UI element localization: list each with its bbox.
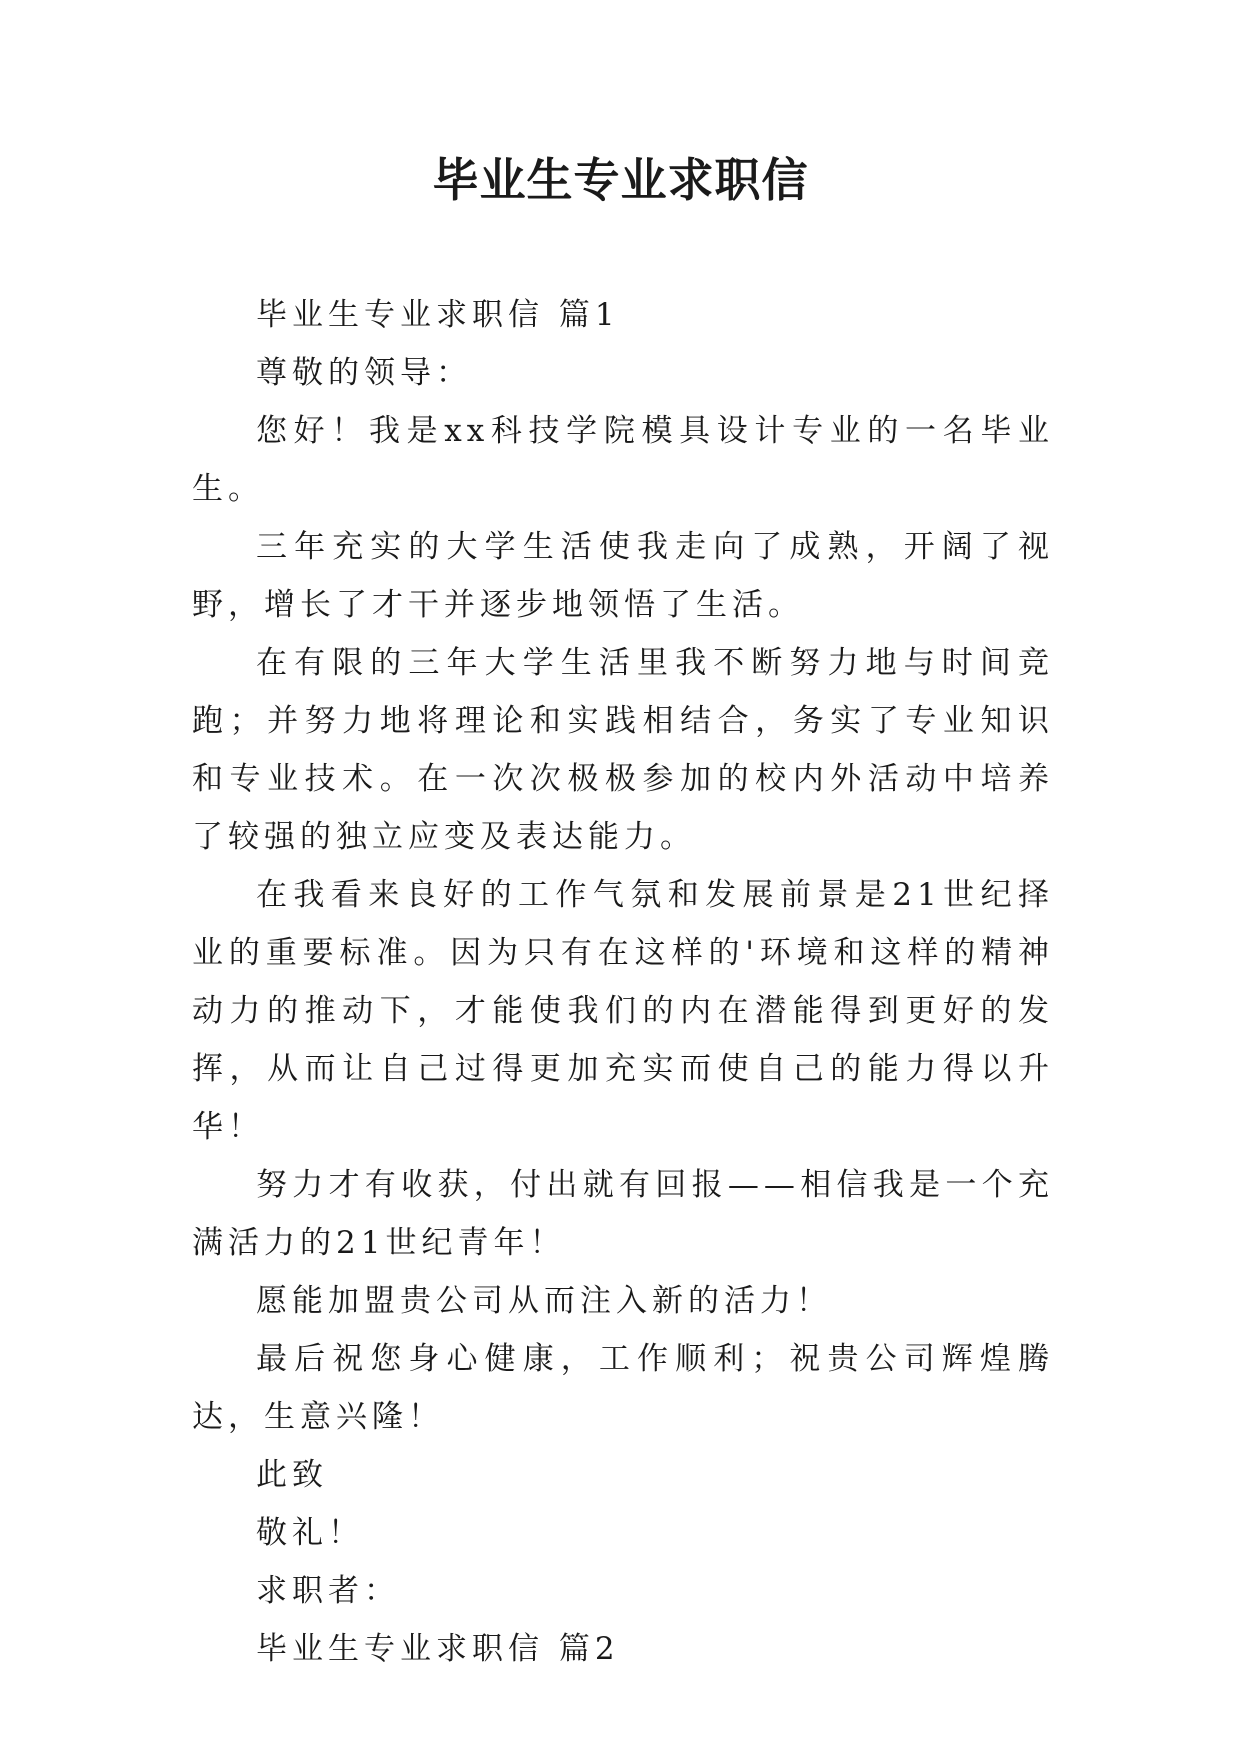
section-heading-2: 毕业生专业求职信 篇2 xyxy=(256,1631,620,1667)
paragraph-effort: 努力才有收获，付出就有回报——相信我是一个充满活力的21世纪青年！ xyxy=(192,1167,1054,1261)
closing-jingli: 敬礼！ xyxy=(256,1515,364,1551)
paragraph-career-view: 在我看来良好的工作气氛和发展前景是21世纪择业的重要标准。因为只有在这样的'环境和这样的精神动力的推动下，才能使我们的内在潜能得到更好的发挥，从而让自己过得更加充实而使自己的能力得以升华！ xyxy=(192,877,1054,1145)
paragraph-college-life: 三年充实的大学生活使我走向了成熟，开阔了视野，增长了才干并逐步地领悟了生活。 xyxy=(192,529,1054,623)
section-heading-1: 毕业生专业求职信 篇1 xyxy=(256,297,620,333)
paragraph-wish-join: 愿能加盟贵公司从而注入新的活力！ xyxy=(256,1283,832,1319)
document-title: 毕业生专业求职信 xyxy=(432,153,809,207)
signature-applicant: 求职者： xyxy=(256,1573,400,1609)
paragraph-blessing: 最后祝您身心健康，工作顺利；祝贵公司辉煌腾达，生意兴隆！ xyxy=(192,1341,1054,1435)
paragraph-study: 在有限的三年大学生活里我不断努力地与时间竞跑；并努力地将理论和实践相结合，务实了专业知识和专业技术。在一次次极极参加的校内外活动中培养了较强的独立应变及表达能力。 xyxy=(192,645,1054,855)
closing-cizhi: 此致 xyxy=(256,1457,328,1493)
salutation: 尊敬的领导： xyxy=(256,355,472,391)
document-body xyxy=(192,286,1054,1678)
paragraph-greeting: 您好！我是xx科技学院模具设计专业的一名毕业生。 xyxy=(192,413,1054,507)
